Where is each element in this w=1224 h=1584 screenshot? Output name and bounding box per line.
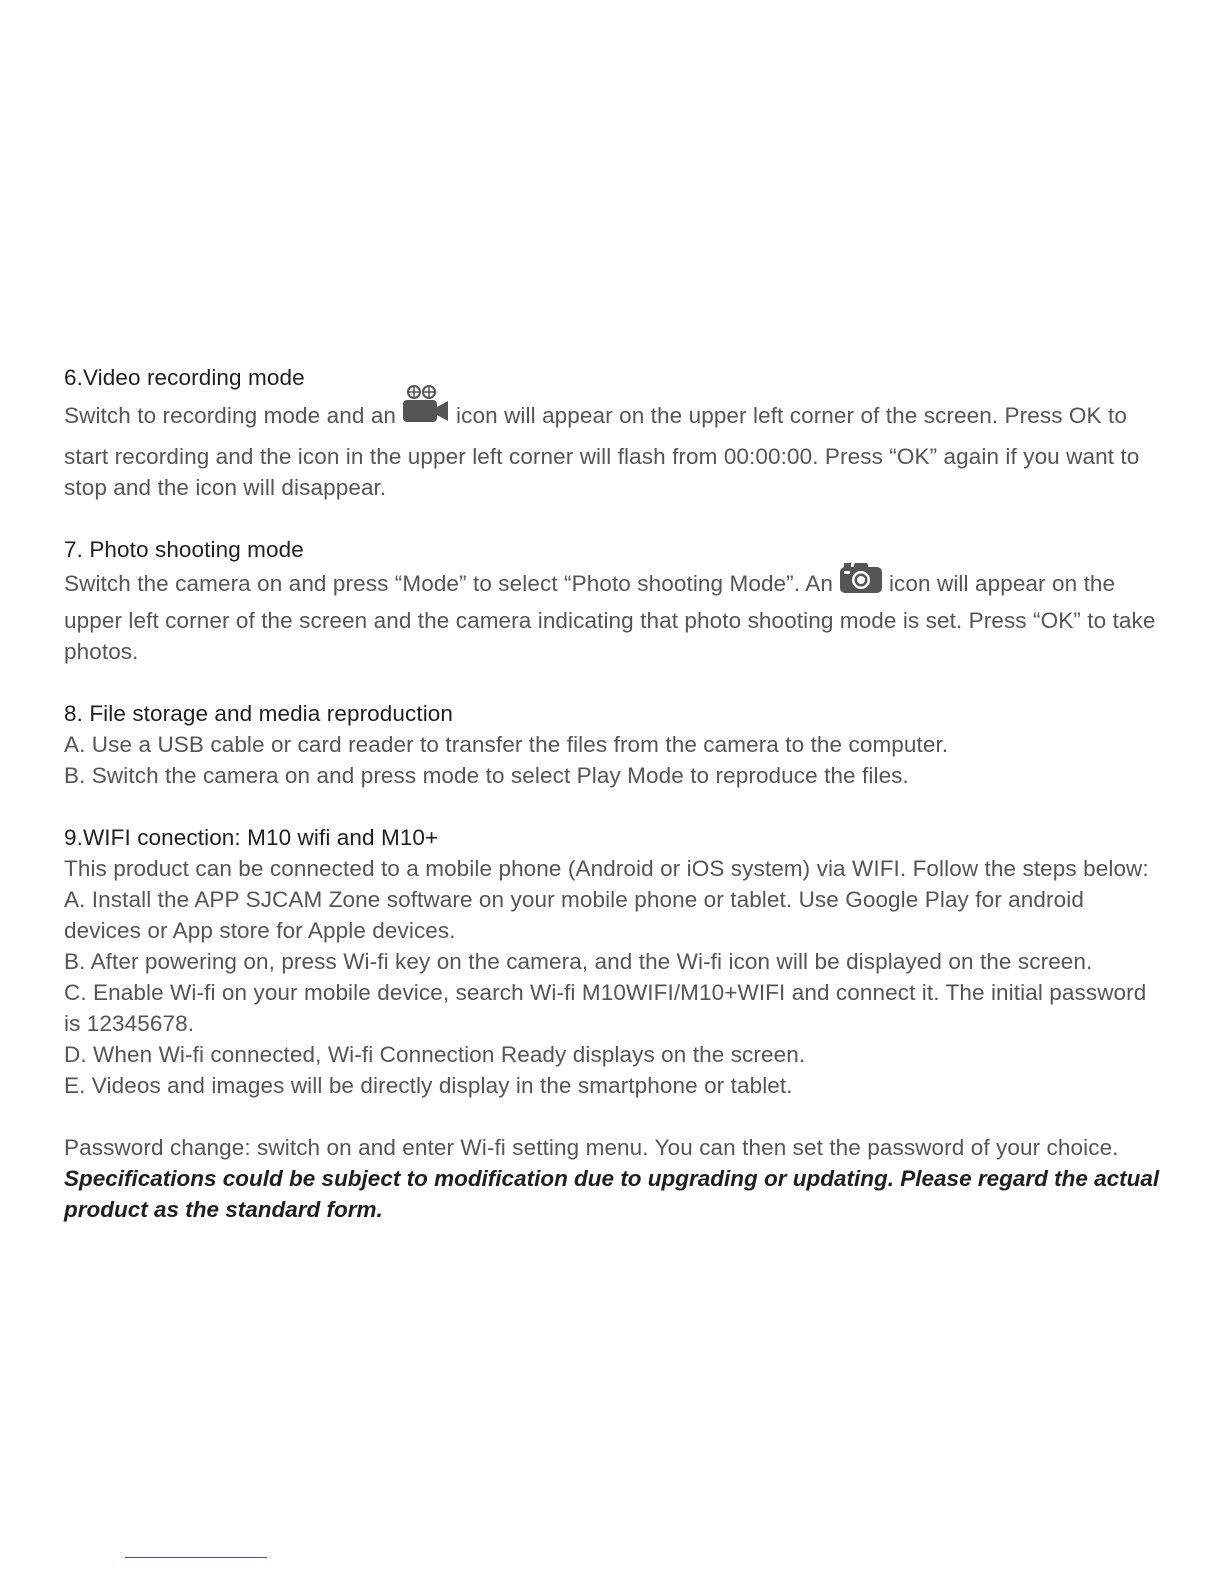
list-item: A. Install the APP SJCAM Zone software on your mobile phone or tablet. Use Google Play for android devices or App store for Apple devices. [64,887,1084,943]
list-item: This product can be connected to a mobile phone (Android or iOS system) via WIFI. Follow the steps below: [64,856,1149,881]
body-text: Switch to recording mode and an [64,402,397,428]
list-item: D. When Wi-fi connected, Wi-fi Connection Ready displays on the screen. [64,1042,806,1067]
body-text: icon will appear on the upper left corner of the screen and the camera indicating that photo shooting mode is set. Press “OK” to take photos. [64,570,1156,664]
list-item: C. Enable Wi-fi on your mobile device, search Wi-fi M10WIFI/M10+WIFI and connect it. The initial password is 12345678. [64,980,1147,1036]
body-text: Switch the camera on and press “Mode” to select “Photo shooting Mode”. An [64,570,833,596]
section-body [64,393,1164,503]
photo-camera-icon [839,562,883,602]
section-photo-shooting [64,534,1164,667]
manual-page-content [64,362,1164,1256]
list-item: A. Use a USB cable or card reader to transfer the files from the camera to the computer. [64,732,949,757]
body-text: icon will appear on the upper left corner of the screen. Press OK to start recording and the icon in the upper left corner will flash from 00:00:00. Press “OK” again if you want to stop and the icon will disappear. [64,402,1140,500]
section-heading: 6.Video recording mode [64,365,305,390]
footnote-divider [125,1557,267,1558]
section-password-note [64,1132,1164,1225]
disclaimer-text: Specifications could be subject to modification due to upgrading or updating. Please regard the actual product as the standard form. [64,1166,1160,1222]
section-video-recording [64,362,1164,503]
video-camera-icon [402,385,450,433]
section-heading: 9.WIFI conection: M10 wifi and M10+ [64,825,439,850]
password-change-text: Password change: switch on and enter Wi-fi setting menu. You can then set the password of your choice. [64,1135,1119,1160]
section-file-storage [64,698,1164,791]
section-wifi-connection [64,822,1164,1101]
section-heading: 7. Photo shooting mode [64,537,304,562]
list-item: B. After powering on, press Wi-fi key on the camera, and the Wi-fi icon will be displayed on the screen. [64,949,1093,974]
list-item: B. Switch the camera on and press mode to select Play Mode to reproduce the files. [64,763,909,788]
section-heading: 8. File storage and media reproduction [64,701,454,726]
list-item: E. Videos and images will be directly display in the smartphone or tablet. [64,1073,793,1098]
section-body [64,565,1164,667]
